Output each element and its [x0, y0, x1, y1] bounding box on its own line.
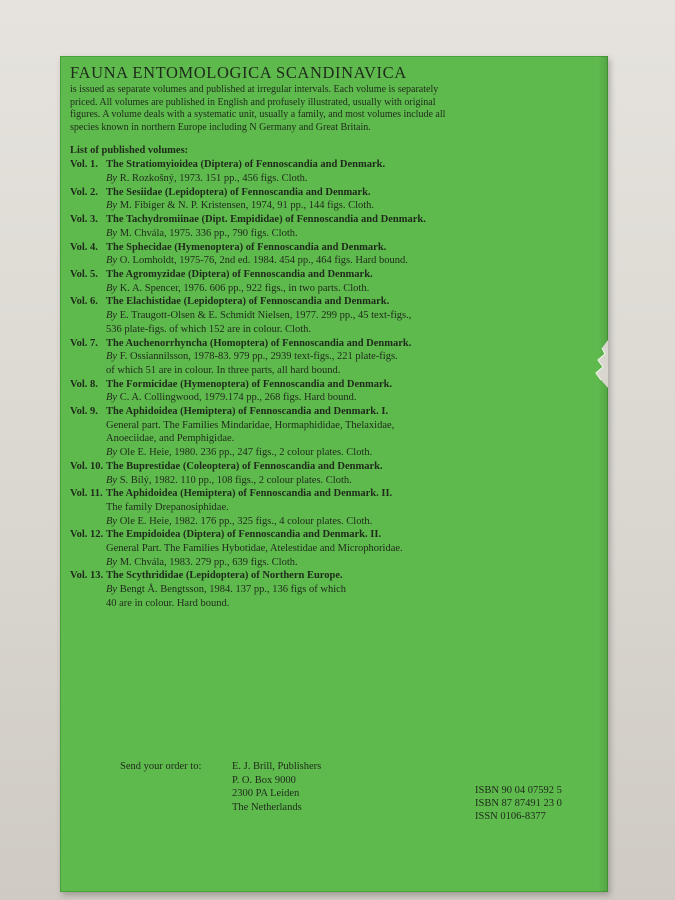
volume-number: Vol. 4. [70, 241, 98, 253]
volume-number: Vol. 5. [70, 269, 98, 280]
volume-detail-line [106, 419, 560, 433]
volume-title: The Aphidoidea (Hemiptera) of Fennoscandia and Denmark. I. [106, 406, 389, 418]
volume-detail-line [106, 199, 560, 213]
detail-text: S. Bílý, 1982. 110 pp., 108 figs., 2 colour plates. Cloth. [117, 474, 352, 486]
volume-detail-line [106, 172, 560, 186]
spine-tear-mark [592, 340, 608, 388]
author-prefix: By [106, 282, 118, 294]
volume-details [106, 309, 560, 336]
volume-detail-line [106, 254, 560, 268]
author-prefix: By [106, 392, 118, 404]
address-line: P. O. Box 9000 [232, 774, 296, 786]
volume-title: The Elachistidae (Lepidoptera) of Fennoscandia and Denmark. [106, 296, 390, 308]
author-prefix: By [106, 173, 118, 185]
volume-detail-line [106, 583, 560, 597]
detail-text: Ole E. Heie, 1980. 236 pp., 247 figs., 2 colour plates. Cloth. [117, 447, 373, 459]
volume-detail-line [106, 350, 560, 364]
series-intro [70, 84, 550, 134]
volume-title: The Sphecidae (Hymenoptera) of Fennoscandia and Denmark. [106, 241, 387, 253]
volume-list [70, 158, 560, 610]
volume-number: Vol. 11. [70, 488, 103, 500]
volume-number: Vol. 2. [70, 186, 98, 198]
isbn-line: ISBN 87 87491 23 0 [475, 797, 562, 809]
detail-text: R. Rozkošný, 1973. 151 pp., 456 figs. Cloth. [117, 173, 308, 185]
series-title: FAUNA ENTOMOLOGICA SCANDINAVICA [70, 63, 407, 82]
volume-details [106, 282, 560, 296]
detail-text: M. Chvála, 1983. 279 pp., 639 figs. Cloth. [117, 556, 298, 568]
volume-detail-line [106, 282, 560, 296]
detail-text: M. Chvála, 1975. 336 pp., 790 figs. Cloth. [117, 227, 298, 239]
volume-title: The Sesiidae (Lepidoptera) of Fennoscandia and Denmark. [106, 186, 371, 198]
volume-details [106, 474, 560, 488]
address-line: The Netherlands [232, 801, 302, 813]
volume-details [106, 542, 560, 569]
volume-detail-line [106, 501, 560, 515]
volume-title: The Empidoidea (Diptera) of Fennoscandia and Denmark. II. [106, 529, 382, 541]
volume-detail-line [106, 391, 560, 405]
detail-text: M. Fibiger & N. P. Kristensen, 1974, 91 pp., 144 figs. Cloth. [117, 200, 375, 212]
volume-entry [70, 268, 560, 295]
author-prefix: By [106, 474, 118, 486]
volume-details [106, 199, 560, 213]
volume-details [106, 501, 560, 528]
author-prefix: By [106, 515, 118, 527]
detail-text: F. Ossiannilsson, 1978-83. 979 pp., 2939 text-figs., 221 plate-figs. [117, 351, 398, 363]
volume-title: The Buprestidae (Coleoptera) of Fennoscandia and Denmark. [106, 460, 383, 472]
volume-entry [70, 295, 560, 336]
volume-entry [70, 405, 560, 460]
intro-line: priced. All volumes are published in English and profusely illustrated, usually with original [70, 96, 436, 108]
detail-text: Bengt Å. Bengtsson, 1984. 137 pp., 136 figs of which [117, 584, 347, 596]
volume-details [106, 391, 560, 405]
detail-text: General part. The Families Mindaridae, Hormaphididae, Thelaxidae, [106, 419, 395, 431]
author-prefix: By [106, 310, 118, 322]
detail-text: O. Lomholdt, 1975-76, 2nd ed. 1984. 454 pp., 464 figs. Hard bound. [117, 255, 408, 267]
volume-entry [70, 158, 560, 185]
volume-details [106, 350, 560, 377]
detail-text: of which 51 are in colour. In three parts, all hard bound. [106, 364, 341, 376]
detail-text: General Part. The Families Hybotidae, Atelestidae and Microphoridae. [106, 543, 403, 555]
volume-title: The Scythrididae (Lepidoptera) of Northern Europe. [106, 570, 343, 582]
volume-detail-line [106, 474, 560, 488]
author-prefix: By [106, 556, 118, 568]
volume-entry [70, 378, 560, 405]
intro-line: species known in northern Europe including N Germany and Great Britain. [70, 121, 371, 133]
intro-line: figures. A volume deals with a systematic unit, usually a family, and most volumes include all [70, 109, 446, 121]
volume-entry [70, 569, 560, 610]
volume-entry [70, 460, 560, 487]
volume-number: Vol. 9. [70, 406, 98, 418]
volume-detail-line [106, 227, 560, 241]
volume-entry [70, 186, 560, 213]
detail-text: 40 are in colour. Hard bound. [106, 597, 230, 609]
intro-line: is issued as separate volumes and published at irregular intervals. Each volume is separately [70, 84, 439, 95]
volume-detail-line [106, 515, 560, 529]
volume-number: Vol. 8. [70, 378, 98, 390]
author-prefix: By [106, 227, 118, 239]
volume-detail-line [106, 323, 560, 337]
volume-title: The Aphidoidea (Hemiptera) of Fennoscandia and Denmark. II. [106, 488, 393, 500]
publisher-address [232, 760, 392, 814]
volume-entry [70, 213, 560, 240]
detail-text: K. A. Spencer, 1976. 606 pp., 922 figs., in two parts. Cloth. [117, 282, 370, 294]
volume-entry [70, 487, 560, 528]
address-line: 2300 PA Leiden [232, 788, 300, 799]
author-prefix: By [106, 584, 118, 596]
isbn-block [475, 785, 562, 823]
volume-number: Vol. 12. [70, 529, 104, 541]
volume-number: Vol. 10. [70, 460, 104, 472]
author-prefix: By [106, 447, 118, 459]
volume-title: The Agromyzidae (Diptera) of Fennoscandia and Denmark. [106, 269, 373, 280]
cover-text [70, 64, 560, 611]
volume-number: Vol. 7. [70, 337, 98, 349]
volume-details [106, 583, 560, 610]
detail-text: Anoeciidae, and Pemphigidae. [106, 433, 235, 445]
volume-details [106, 172, 560, 186]
volume-entry [70, 337, 560, 378]
author-prefix: By [106, 255, 118, 267]
issn-line: ISSN 0106-8377 [475, 810, 546, 822]
volume-detail-line [106, 446, 560, 460]
volume-number: Vol. 13. [70, 570, 104, 582]
volume-entry [70, 241, 560, 268]
address-line: E. J. Brill, Publishers [232, 761, 322, 772]
volume-details [106, 254, 560, 268]
detail-text: Ole E. Heie, 1982. 176 pp., 325 figs., 4 colour plates. Cloth. [117, 515, 373, 527]
volume-detail-line [106, 364, 560, 378]
author-prefix: By [106, 200, 118, 212]
volume-title: The Tachydromiinae (Dipt. Empididae) of Fennoscandia and Denmark. [106, 214, 426, 226]
volume-detail-line [106, 432, 560, 446]
isbn-line: ISBN 90 04 07592 5 [475, 785, 562, 796]
order-label: Send your order to: [120, 761, 202, 772]
volume-number: Vol. 3. [70, 214, 98, 226]
volume-details [106, 227, 560, 241]
volume-title: The Stratiomyioidea (Diptera) of Fennoscandia and Denmark. [106, 159, 386, 171]
detail-text: The family Drepanosiphidae. [106, 501, 229, 513]
detail-text: C. A. Collingwood, 1979.174 pp., 268 figs. Hard bound. [117, 392, 357, 404]
volume-detail-line [106, 309, 560, 323]
volume-title: The Formicidae (Hymenoptera) of Fennoscandia and Denmark. [106, 378, 393, 390]
detail-text: 536 plate-figs. of which 152 are in colour. Cloth. [106, 323, 312, 335]
detail-text: E. Traugott-Olsen & E. Schmidt Nielsen, 1977. 299 pp., 45 text-figs., [117, 310, 412, 322]
volume-detail-line [106, 542, 560, 556]
volume-number: Vol. 6. [70, 296, 98, 308]
volume-list-heading: List of published volumes: [70, 145, 189, 157]
volume-number: Vol. 1. [70, 159, 98, 171]
volume-title: The Auchenorrhyncha (Homoptera) of Fennoscandia and Denmark. [106, 337, 412, 349]
order-block [120, 760, 392, 814]
volume-detail-line [106, 556, 560, 570]
volume-entry [70, 528, 560, 569]
author-prefix: By [106, 351, 118, 363]
volume-details [106, 419, 560, 460]
volume-detail-line [106, 597, 560, 611]
